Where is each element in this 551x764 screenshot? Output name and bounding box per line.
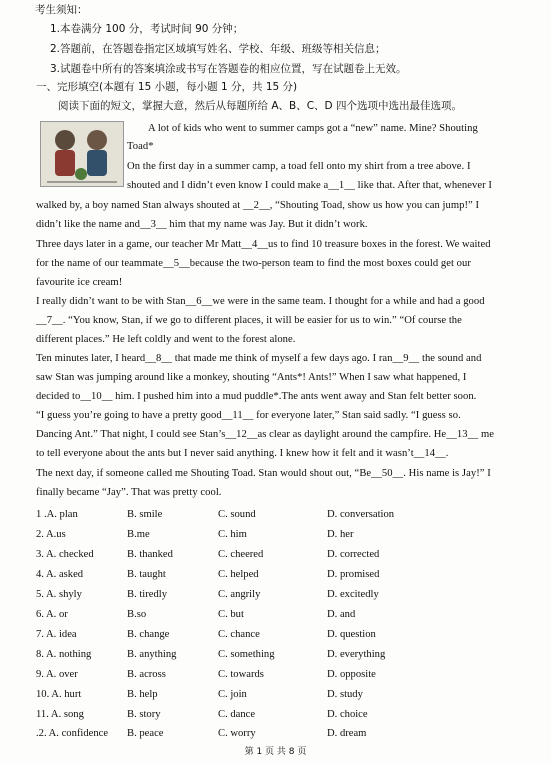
option-d: D. everything bbox=[327, 649, 386, 660]
passage-line: The next day, if someone called me Shouting Toad. Stan would shout out, “Be__50__. His name is Jay!” I bbox=[36, 468, 491, 479]
option-b: B. help bbox=[127, 689, 158, 700]
option-c: C. something bbox=[218, 649, 275, 660]
notice-item-1: 1.本卷满分 100 分，考试时间 90 分钟； bbox=[50, 23, 244, 35]
notice-item-3: 3.试题卷中所有的答案填涂或书写在答题卷的相应位置，写在试题卷上无效。 bbox=[50, 63, 407, 75]
option-b: B. anything bbox=[127, 649, 177, 660]
section-instruction: 阅读下面的短文，掌握大意，然后从每题所给 A、B、C、D 四个选项中选出最佳选项。 bbox=[58, 100, 462, 112]
question-number: 8. A. nothing bbox=[36, 649, 92, 660]
option-c: C. dance bbox=[218, 709, 256, 720]
option-d: D. conversation bbox=[327, 509, 395, 520]
option-d: D. dream bbox=[327, 728, 367, 739]
option-d: D. excitedly bbox=[327, 589, 379, 600]
question-number: 2. A.us bbox=[36, 529, 66, 540]
passage-line: finally became “Jay”. That was pretty cool. bbox=[36, 487, 222, 498]
passage-line: decided to__10__ him. I pushed him into a mud puddle*.The ants went away and Stan felt better soon. bbox=[36, 391, 477, 402]
option-c: C. angrily bbox=[218, 589, 261, 600]
passage-line: shouted and I didn’t even know I could make a__1__ like that. After that, whenever I bbox=[127, 180, 492, 191]
option-b: B. peace bbox=[127, 728, 164, 739]
notice-title: 考生须知： bbox=[35, 4, 88, 16]
option-b: B. smile bbox=[127, 509, 163, 520]
question-number: 4. A. asked bbox=[36, 569, 84, 580]
option-d: D. and bbox=[327, 609, 356, 620]
option-b: B.me bbox=[127, 529, 150, 540]
question-number: 7. A. idea bbox=[36, 629, 77, 640]
passage-line: Three days later in a game, our teacher Mr Matt__4__us to find 10 treasure boxes in the forest. We waited bbox=[36, 239, 491, 250]
option-c: C. worry bbox=[218, 728, 256, 739]
option-c: C. him bbox=[218, 529, 247, 540]
question-number: 5. A. shyly bbox=[36, 589, 82, 600]
option-d: D. question bbox=[327, 629, 376, 640]
option-b: B. story bbox=[127, 709, 161, 720]
option-c: C. towards bbox=[218, 669, 264, 680]
passage-line: Ten minutes later, I heard__8__ that made me think of myself a few days ago. I ran__9__ the sound and bbox=[36, 353, 482, 364]
option-b: B.so bbox=[127, 609, 147, 620]
option-c: C. cheered bbox=[218, 549, 264, 560]
question-number: 10. A. hurt bbox=[36, 689, 82, 700]
option-d: D. study bbox=[327, 689, 363, 700]
cartoon-illustration-image bbox=[40, 121, 124, 187]
page-footer: 第 1 页 共 8 页 bbox=[244, 747, 307, 757]
passage-line: Toad* bbox=[127, 141, 154, 152]
passage-line: I really didn’t want to be with Stan__6__we were in the same team. I thought for a while and had a good bbox=[36, 296, 485, 307]
question-number: 9. A. over bbox=[36, 669, 78, 680]
option-b: B. taught bbox=[127, 569, 166, 580]
passage-line: walked by, a boy named Stan always shouted at __2__, “Shouting Toad, show us how you can jump!” I bbox=[36, 200, 480, 211]
option-c: C. join bbox=[218, 689, 247, 700]
option-c: C. sound bbox=[218, 509, 256, 520]
option-b: B. tiredly bbox=[127, 589, 168, 600]
passage-line: “I guess you’re going to have a pretty good__11__ for everyone later,” Stan said sadly. “I guess so. bbox=[36, 410, 461, 421]
question-number: 6. A. or bbox=[36, 609, 68, 620]
option-c: C. but bbox=[218, 609, 244, 620]
question-number: 11. A. song bbox=[36, 709, 84, 720]
option-d: D. corrected bbox=[327, 549, 380, 560]
option-c: C. chance bbox=[218, 629, 260, 640]
passage-line: different places.” He left coldly and went to the forest alone. bbox=[36, 334, 296, 345]
option-b: B. change bbox=[127, 629, 170, 640]
option-d: D. her bbox=[327, 529, 354, 540]
question-number: 3. A. checked bbox=[36, 549, 94, 560]
passage-line: saw Stan was jumping around like a monkey, shouting “Ants*! Ants!” When I saw what happened, I bbox=[36, 372, 467, 383]
passage-line: to tell everyone about the ants but I never said anything. I knew how it felt and it wasn’t__14__. bbox=[36, 448, 449, 459]
option-d: D. choice bbox=[327, 709, 368, 720]
option-d: D. opposite bbox=[327, 669, 376, 680]
passage-line: On the first day in a summer camp, a toad fell onto my shirt from a tree above. I bbox=[127, 161, 471, 172]
passage-line: __7__. “You know, Stan, if we go to different places, it will be easier for us to win.” “Of course the bbox=[36, 315, 462, 326]
option-b: B. thanked bbox=[127, 549, 173, 560]
passage-line: Dancing Ant.” That night, I could see Stan’s__12__as clear as daylight around the campfire. He__13__ me bbox=[36, 429, 495, 440]
option-c: C. helped bbox=[218, 569, 259, 580]
notice-item-2: 2.答题前，在答题卷指定区域填写姓名、学校、年级、班级等相关信息； bbox=[50, 43, 386, 55]
passage-line: didn’t like the name and__3__ him that my name was Jay. But it didn’t work. bbox=[36, 219, 368, 230]
section-heading: 一、完形填空(本题有 15 小题，每小题 1 分，共 15 分) bbox=[36, 81, 298, 93]
question-number: .2. A. confidence bbox=[36, 728, 109, 739]
passage-line: A lot of kids who went to summer camps got a “new” name. Mine? Shouting bbox=[148, 123, 478, 134]
passage-line: favourite ice cream! bbox=[36, 277, 123, 288]
passage-line: for the name of our teammate__5__because the two-person team to find the most boxes could get our bbox=[36, 258, 471, 269]
option-d: D. promised bbox=[327, 569, 380, 580]
question-number: 1 .A. plan bbox=[36, 509, 78, 520]
option-b: B. across bbox=[127, 669, 166, 680]
